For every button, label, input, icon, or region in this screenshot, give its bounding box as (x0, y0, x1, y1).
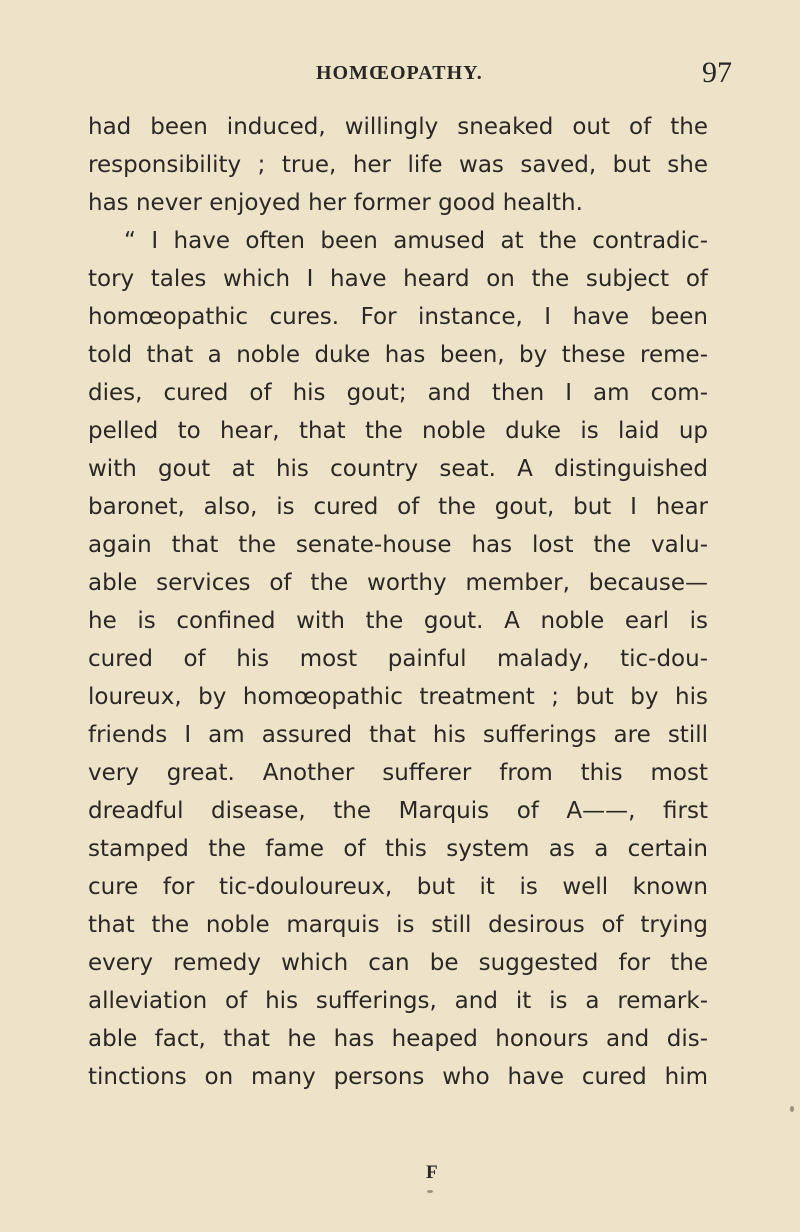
text-line: able fact, that he has heaped honours and dis- (88, 1026, 708, 1052)
text-line: alleviation of his sufferings, and it is a remark- (88, 988, 708, 1014)
page-number: 97 (702, 56, 732, 89)
signature-mark: F (426, 1162, 438, 1183)
running-head-title: HOMŒOPATHY. (316, 62, 483, 84)
text-line: had been induced, willingly sneaked out of the (88, 114, 708, 140)
text-line: “ I have often been amused at the contradic- (124, 228, 708, 254)
text-line: he is confined with the gout. A noble earl is (88, 608, 708, 634)
text-line: cured of his most painful malady, tic-dou- (88, 646, 708, 672)
text-line: loureux, by homœopathic treatment ; but by his (88, 684, 708, 710)
text-line: told that a noble duke has been, by these reme- (88, 342, 708, 368)
text-line: pelled to hear, that the noble duke is laid up (88, 418, 708, 444)
text-line: cure for tic-douloureux, but it is well known (88, 874, 708, 900)
text-line: every remedy which can be suggested for the (88, 950, 708, 976)
text-line: baronet, also, is cured of the gout, but I hear (88, 494, 708, 520)
paper-speck (427, 1190, 433, 1193)
text-line: again that the senate-house has lost the valu- (88, 532, 708, 558)
text-line: has never enjoyed her former good health. (88, 190, 583, 216)
paper-speck (790, 1106, 794, 1112)
text-line: with gout at his country seat. A distinguished (88, 456, 708, 482)
text-line: able services of the worthy member, because— (88, 570, 708, 596)
running-head (88, 56, 748, 92)
text-line: friends I am assured that his sufferings are still (88, 722, 708, 748)
text-line: stamped the fame of this system as a certain (88, 836, 708, 862)
text-line: tinctions on many persons who have cured him (88, 1064, 708, 1090)
text-line: responsibility ; true, her life was saved, but she (88, 152, 708, 178)
text-line: that the noble marquis is still desirous of trying (88, 912, 708, 938)
text-line: dreadful disease, the Marquis of A——, first (88, 798, 708, 824)
body-text (88, 108, 708, 1096)
text-line: tory tales which I have heard on the subject of (88, 266, 708, 292)
text-line: dies, cured of his gout; and then I am com- (88, 380, 708, 406)
text-line: homœopathic cures. For instance, I have been (88, 304, 708, 330)
text-line: very great. Another sufferer from this most (88, 760, 708, 786)
